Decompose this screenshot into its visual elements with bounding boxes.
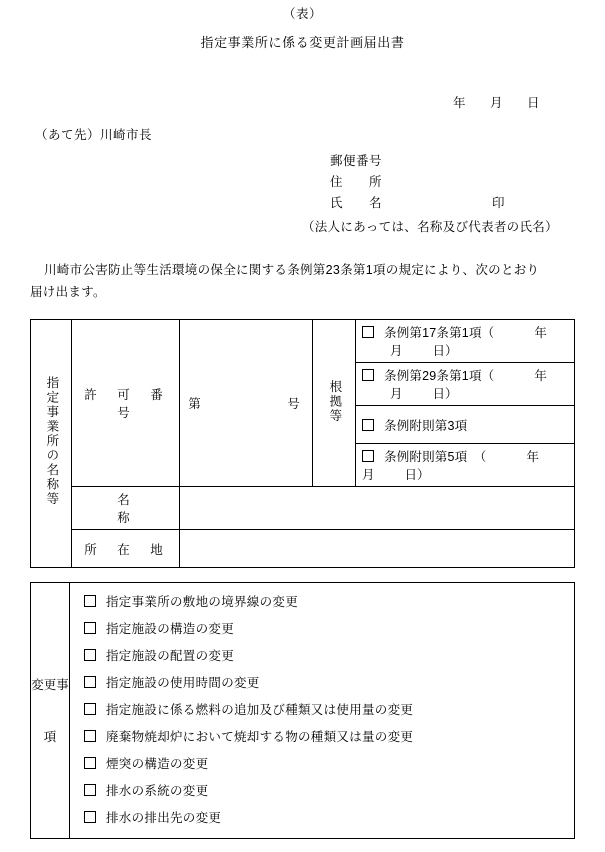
address-label: 住 所	[330, 175, 383, 189]
postal-code-label: 郵便番号	[330, 154, 383, 168]
ground-label: 根拠等	[313, 320, 356, 487]
ground-option-month: 月	[390, 387, 403, 401]
body-text	[30, 259, 575, 303]
date-year: 年	[452, 96, 466, 110]
ground-option-year: 年	[526, 450, 540, 464]
checkbox-icon[interactable]	[362, 369, 374, 381]
checkbox-icon[interactable]	[84, 703, 96, 715]
seal-label: 印	[492, 196, 506, 210]
change-items-table	[30, 582, 575, 839]
change-item-label: 指定施設の構造の変更	[106, 622, 235, 636]
checkbox-icon[interactable]	[84, 784, 96, 796]
date-day: 日	[526, 96, 540, 110]
ground-option-text: 条例附則第3項	[384, 418, 468, 433]
facility-location-value[interactable]	[180, 530, 575, 568]
change-item-label: 指定事業所の敷地の境界線の変更	[106, 595, 299, 609]
checkbox-icon[interactable]	[362, 419, 374, 431]
change-items-cell	[70, 583, 575, 839]
document-title: 指定事業所に係る変更計画届出書	[200, 35, 405, 50]
body-line-2: 届け出ます。	[30, 285, 106, 299]
ground-option-day: 日）	[404, 468, 430, 482]
list-item[interactable]	[84, 589, 574, 616]
ground-option-text: 条例第29条第1項（	[384, 369, 495, 383]
list-item[interactable]	[84, 724, 574, 751]
ground-option-text: 条例第17条第1項（	[384, 326, 495, 340]
table-row	[31, 487, 575, 530]
permit-number-label: 許 可 番 号	[72, 320, 180, 487]
facility-location-label: 所 在 地	[72, 530, 180, 568]
date-month: 月	[489, 96, 503, 110]
name-label: 氏 名	[330, 196, 383, 210]
change-item-label: 指定施設の配置の変更	[106, 649, 235, 663]
checkbox-icon[interactable]	[84, 757, 96, 769]
checkbox-icon[interactable]	[362, 326, 374, 338]
ground-option-month: 月	[390, 344, 403, 358]
date-line	[30, 93, 575, 111]
list-item[interactable]	[84, 670, 574, 697]
corporate-note: （法人にあっては、名称及び代表者の氏名）	[302, 220, 558, 234]
facility-name-value[interactable]	[180, 487, 575, 530]
ground-option-year: 年	[534, 369, 547, 383]
table-row	[31, 320, 575, 363]
change-side-label	[31, 583, 70, 839]
change-items-list	[70, 583, 574, 838]
change-item-label: 煙突の構造の変更	[106, 757, 209, 771]
facility-name-label: 名 称	[72, 487, 180, 530]
list-item[interactable]	[84, 751, 574, 778]
change-item-label: 廃棄物焼却炉において焼却する物の種類又は量の変更	[106, 730, 414, 744]
checkbox-icon[interactable]	[84, 622, 96, 634]
list-item[interactable]	[84, 778, 574, 805]
checkbox-icon[interactable]	[84, 595, 96, 607]
ground-option-day: 日）	[432, 387, 458, 401]
ground-option-row[interactable]	[356, 363, 575, 406]
checkbox-icon[interactable]	[84, 649, 96, 661]
list-item[interactable]	[84, 616, 574, 643]
ground-option-row[interactable]	[356, 444, 575, 487]
ground-option-month: 月	[362, 468, 375, 482]
change-item-label: 指定施設に係る燃料の追加及び種類又は使用量の変更	[106, 703, 414, 717]
checkbox-icon[interactable]	[84, 811, 96, 823]
checkbox-icon[interactable]	[84, 730, 96, 742]
checkbox-icon[interactable]	[84, 676, 96, 688]
ground-option-row[interactable]	[356, 320, 575, 363]
ground-option-day: 日）	[432, 344, 458, 358]
checkbox-icon[interactable]	[362, 450, 374, 462]
ground-option-text: 条例附則第5項 （	[384, 450, 487, 464]
change-side-label-text: 変更事項	[31, 677, 69, 744]
ground-option-year: 年	[534, 326, 547, 340]
ground-option-row[interactable]	[356, 406, 575, 444]
facility-side-label: 指定事業所の名称等	[31, 320, 72, 568]
change-item-label: 指定施設の使用時間の変更	[106, 676, 260, 690]
facility-info-table	[30, 319, 575, 568]
addressee-line: （あて先）川崎市長	[35, 128, 153, 142]
table-row	[31, 583, 575, 839]
document-page	[0, 4, 605, 852]
permit-number-value: 第 号	[180, 320, 313, 487]
page-mark: （表）	[282, 7, 322, 21]
change-item-label: 排水の系統の変更	[106, 784, 209, 798]
name-label-row	[330, 193, 575, 214]
list-item[interactable]	[84, 643, 574, 670]
table-row	[31, 530, 575, 568]
sender-block	[30, 151, 575, 214]
list-item[interactable]	[84, 805, 574, 832]
change-item-label: 排水の排出先の変更	[106, 811, 222, 825]
list-item[interactable]	[84, 697, 574, 724]
body-line-1: 川崎市公害防止等生活環境の保全に関する条例第23条第1項の規定により、次のとおり	[44, 263, 540, 277]
